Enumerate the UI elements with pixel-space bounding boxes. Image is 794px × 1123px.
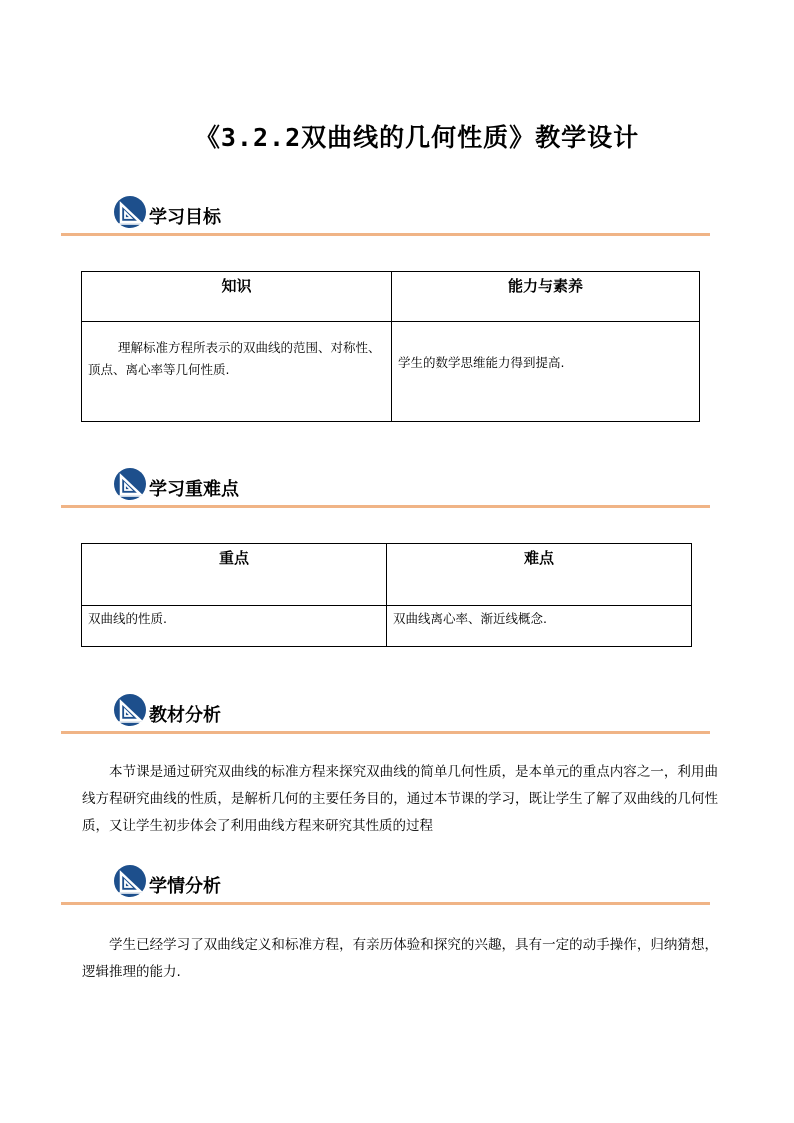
key-points-table bbox=[81, 543, 692, 647]
goals-header-knowledge: 知识 bbox=[82, 272, 392, 322]
section-divider bbox=[61, 505, 710, 508]
section-title: 教材分析 bbox=[149, 705, 221, 726]
section-heading-students bbox=[0, 864, 794, 912]
section-heading-goals bbox=[0, 195, 794, 243]
section-title: 学情分析 bbox=[149, 876, 221, 897]
goals-header-ability: 能力与素养 bbox=[392, 272, 700, 322]
key-points-difficulty-cell: 双曲线离心率、渐近线概念. bbox=[387, 606, 692, 647]
goals-ability-cell: 学生的数学思维能力得到提高. bbox=[392, 322, 700, 422]
section-heading-key-points bbox=[0, 467, 794, 515]
section-heading-material bbox=[0, 693, 794, 741]
goals-table bbox=[81, 271, 700, 422]
document-title: 《3.2.2双曲线的几何性质》教学设计 bbox=[194, 123, 640, 152]
key-points-header-focus: 重点 bbox=[82, 544, 387, 606]
set-square-icon bbox=[113, 864, 147, 898]
set-square-icon bbox=[113, 467, 147, 501]
set-square-icon bbox=[113, 693, 147, 727]
set-square-icon bbox=[113, 195, 147, 229]
section-divider bbox=[61, 233, 710, 236]
section-divider bbox=[61, 731, 710, 734]
section-divider bbox=[61, 902, 710, 905]
section-title: 学习重难点 bbox=[149, 479, 239, 500]
material-paragraph: 本节课是通过研究双曲线的标准方程来探究双曲线的简单几何性质，是本单元的重点内容之一，利用曲线方程研究曲线的性质，是解析几何的主要任务目的，通过本节课的学习，既让学生了解了双曲线的几何性质，又让学生初步体会了利用曲线方程来研究其性质的过程 bbox=[82, 764, 718, 834]
key-points-header-difficulty: 难点 bbox=[387, 544, 692, 606]
goals-knowledge-cell: 理解标准方程所表示的双曲线的范围、对称性、顶点、离心率等几何性质. bbox=[82, 322, 392, 422]
key-points-focus-cell: 双曲线的性质. bbox=[82, 606, 387, 647]
students-paragraph: 学生已经学习了双曲线定义和标准方程，有亲历体验和探究的兴趣，具有一定的动手操作，归纳猜想，逻辑推理的能力. bbox=[82, 937, 718, 980]
section-title: 学习目标 bbox=[149, 207, 221, 228]
